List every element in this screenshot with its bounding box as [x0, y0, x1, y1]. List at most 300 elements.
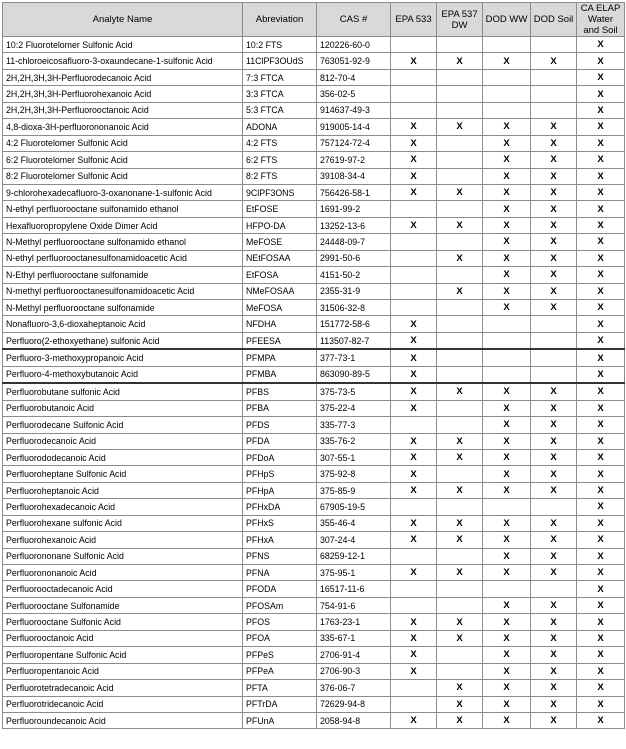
- table-row: [3, 201, 625, 217]
- abbreviation-cell: 10:2 FTS: [243, 37, 317, 53]
- abbreviation-cell: PFOS: [243, 614, 317, 630]
- table-row: [3, 250, 625, 266]
- analyte-name-cell: Perfluorohexane sulfonic Acid: [3, 515, 243, 531]
- table-row: [3, 532, 625, 548]
- dod-ww-cell: X: [483, 647, 531, 663]
- dod-ww-cell: [483, 69, 531, 85]
- epa-537-dw-cell: [437, 37, 483, 53]
- cas-cell: 375-92-8: [317, 466, 391, 482]
- header-analyte-name: Analyte Name: [3, 3, 243, 37]
- dod-soil-cell: [531, 349, 577, 366]
- cas-cell: 375-22-4: [317, 400, 391, 416]
- dod-ww-cell: X: [483, 565, 531, 581]
- epa-537-dw-cell: [437, 366, 483, 383]
- cas-cell: 2991-50-6: [317, 250, 391, 266]
- table-row: [3, 630, 625, 646]
- epa-533-cell: X: [391, 366, 437, 383]
- dod-ww-cell: [483, 37, 531, 53]
- cas-cell: 763051-92-9: [317, 53, 391, 69]
- analyte-name-cell: Perfluorononane Sulfonic Acid: [3, 548, 243, 564]
- ca-elap-cell: X: [577, 532, 625, 548]
- table-row: [3, 217, 625, 233]
- cas-cell: 120226-60-0: [317, 37, 391, 53]
- cas-cell: 757124-72-4: [317, 135, 391, 151]
- epa-537-dw-cell: [437, 499, 483, 515]
- dod-soil-cell: [531, 581, 577, 597]
- table-row: [3, 366, 625, 383]
- analyte-name-cell: N-ethyl perfluorooctane sulfonamido ethanol: [3, 201, 243, 217]
- ca-elap-cell: X: [577, 712, 625, 728]
- epa-537-dw-cell: X: [437, 119, 483, 135]
- analyte-name-cell: 2H,2H,3H,3H-Perfluorohexanoic Acid: [3, 86, 243, 102]
- epa-537-dw-cell: [437, 597, 483, 613]
- dod-ww-cell: X: [483, 152, 531, 168]
- analyte-table: [2, 2, 625, 729]
- epa-537-dw-cell: X: [437, 614, 483, 630]
- cas-cell: 914637-49-3: [317, 102, 391, 118]
- epa-537-dw-cell: [437, 86, 483, 102]
- ca-elap-cell: X: [577, 630, 625, 646]
- analyte-name-cell: N-Methyl perfluorooctane sulfonamide: [3, 300, 243, 316]
- epa-537-dw-cell: X: [437, 565, 483, 581]
- analyte-name-cell: 2H,2H,3H,3H-Perfluorodecanoic Acid: [3, 69, 243, 85]
- dod-soil-cell: X: [531, 250, 577, 266]
- abbreviation-cell: 8:2 FTS: [243, 168, 317, 184]
- epa-533-cell: [391, 201, 437, 217]
- cas-cell: 307-55-1: [317, 449, 391, 465]
- abbreviation-cell: 4:2 FTS: [243, 135, 317, 151]
- ca-elap-cell: X: [577, 332, 625, 349]
- cas-cell: 375-73-5: [317, 383, 391, 400]
- epa-533-cell: [391, 581, 437, 597]
- analyte-name-cell: Perfluorohexanoic Acid: [3, 532, 243, 548]
- analyte-name-cell: Perfluorobutanoic Acid: [3, 400, 243, 416]
- ca-elap-cell: X: [577, 383, 625, 400]
- epa-533-cell: [391, 37, 437, 53]
- table-row: [3, 663, 625, 679]
- epa-533-cell: [391, 597, 437, 613]
- epa-537-dw-cell: [437, 417, 483, 433]
- ca-elap-cell: X: [577, 168, 625, 184]
- dod-ww-cell: X: [483, 53, 531, 69]
- abbreviation-cell: PFDS: [243, 417, 317, 433]
- epa-537-dw-cell: [437, 400, 483, 416]
- abbreviation-cell: 11ClPF3OUdS: [243, 53, 317, 69]
- ca-elap-cell: X: [577, 300, 625, 316]
- ca-elap-cell: X: [577, 201, 625, 217]
- abbreviation-cell: 3:3 FTCA: [243, 86, 317, 102]
- analyte-name-cell: Perfluoro(2-ethoxyethane) sulfonic Acid: [3, 332, 243, 349]
- abbreviation-cell: PFNS: [243, 548, 317, 564]
- epa-537-dw-cell: [437, 234, 483, 250]
- epa-537-dw-cell: X: [437, 515, 483, 531]
- ca-elap-cell: X: [577, 135, 625, 151]
- analyte-name-cell: Perfluoro-4-methoxybutanoic Acid: [3, 366, 243, 383]
- dod-ww-cell: X: [483, 433, 531, 449]
- table-row: [3, 383, 625, 400]
- dod-soil-cell: X: [531, 383, 577, 400]
- header-epa-533: EPA 533: [391, 3, 437, 37]
- epa-537-dw-cell: [437, 168, 483, 184]
- dod-soil-cell: X: [531, 135, 577, 151]
- epa-533-cell: [391, 499, 437, 515]
- cas-cell: 2058-94-8: [317, 712, 391, 728]
- analyte-name-cell: Perfluoropentanoic Acid: [3, 663, 243, 679]
- dod-soil-cell: [531, 86, 577, 102]
- epa-537-dw-cell: [437, 316, 483, 332]
- epa-533-cell: X: [391, 630, 437, 646]
- cas-cell: 113507-82-7: [317, 332, 391, 349]
- ca-elap-cell: X: [577, 499, 625, 515]
- cas-cell: 756426-58-1: [317, 184, 391, 200]
- epa-537-dw-cell: X: [437, 680, 483, 696]
- ca-elap-cell: X: [577, 283, 625, 299]
- epa-537-dw-cell: [437, 300, 483, 316]
- dod-ww-cell: X: [483, 135, 531, 151]
- analyte-name-cell: Perfluorododecanoic Acid: [3, 449, 243, 465]
- analyte-name-cell: 11-chloroeicosafluoro-3-oxaundecane-1-sulfonic Acid: [3, 53, 243, 69]
- dod-soil-cell: X: [531, 433, 577, 449]
- dod-soil-cell: X: [531, 217, 577, 233]
- epa-533-cell: X: [391, 135, 437, 151]
- dod-soil-cell: [531, 332, 577, 349]
- cas-cell: 335-67-1: [317, 630, 391, 646]
- table-row: [3, 548, 625, 564]
- epa-537-dw-cell: X: [437, 184, 483, 200]
- dod-ww-cell: [483, 581, 531, 597]
- epa-537-dw-cell: [437, 135, 483, 151]
- epa-533-cell: [391, 267, 437, 283]
- epa-533-cell: X: [391, 663, 437, 679]
- ca-elap-cell: X: [577, 466, 625, 482]
- analyte-name-cell: 6:2 Fluorotelomer Sulfonic Acid: [3, 152, 243, 168]
- cas-cell: 4151-50-2: [317, 267, 391, 283]
- epa-533-cell: X: [391, 565, 437, 581]
- abbreviation-cell: EtFOSE: [243, 201, 317, 217]
- table-row: [3, 316, 625, 332]
- analyte-name-cell: Perfluorooctanoic Acid: [3, 630, 243, 646]
- dod-ww-cell: [483, 366, 531, 383]
- header-dod-ww: DOD WW: [483, 3, 531, 37]
- table-row: [3, 300, 625, 316]
- ca-elap-cell: X: [577, 250, 625, 266]
- epa-537-dw-cell: X: [437, 696, 483, 712]
- dod-soil-cell: X: [531, 119, 577, 135]
- table-row: [3, 332, 625, 349]
- epa-533-cell: X: [391, 400, 437, 416]
- header-dod-soil: DOD Soil: [531, 3, 577, 37]
- abbreviation-cell: PFBS: [243, 383, 317, 400]
- ca-elap-cell: X: [577, 647, 625, 663]
- table-row: [3, 349, 625, 366]
- cas-cell: 68259-12-1: [317, 548, 391, 564]
- epa-533-cell: X: [391, 349, 437, 366]
- dod-soil-cell: X: [531, 234, 577, 250]
- epa-533-cell: [391, 283, 437, 299]
- cas-cell: 72629-94-8: [317, 696, 391, 712]
- table-row: [3, 267, 625, 283]
- abbreviation-cell: PFNA: [243, 565, 317, 581]
- table-row: [3, 482, 625, 498]
- dod-soil-cell: X: [531, 300, 577, 316]
- cas-cell: 375-95-1: [317, 565, 391, 581]
- table-row: [3, 417, 625, 433]
- dod-soil-cell: X: [531, 647, 577, 663]
- table-row: [3, 69, 625, 85]
- dod-soil-cell: X: [531, 548, 577, 564]
- analyte-name-cell: N-methyl perfluorooctanesulfonamidoacetic Acid: [3, 283, 243, 299]
- cas-cell: 377-73-1: [317, 349, 391, 366]
- abbreviation-cell: ADONA: [243, 119, 317, 135]
- abbreviation-cell: PFMBA: [243, 366, 317, 383]
- dod-soil-cell: X: [531, 597, 577, 613]
- epa-533-cell: [391, 102, 437, 118]
- cas-cell: 39108-34-4: [317, 168, 391, 184]
- dod-soil-cell: X: [531, 630, 577, 646]
- dod-ww-cell: X: [483, 400, 531, 416]
- ca-elap-cell: X: [577, 119, 625, 135]
- ca-elap-cell: X: [577, 417, 625, 433]
- analyte-name-cell: Perfluoroheptane Sulfonic Acid: [3, 466, 243, 482]
- analyte-name-cell: N-Ethyl perfluorooctane sulfonamide: [3, 267, 243, 283]
- analyte-name-cell: Perfluorotetradecanoic Acid: [3, 680, 243, 696]
- dod-soil-cell: X: [531, 267, 577, 283]
- epa-537-dw-cell: [437, 581, 483, 597]
- abbreviation-cell: PFTA: [243, 680, 317, 696]
- ca-elap-cell: X: [577, 696, 625, 712]
- dod-ww-cell: X: [483, 663, 531, 679]
- table-row: [3, 696, 625, 712]
- ca-elap-cell: X: [577, 69, 625, 85]
- header-epa-537-dw: EPA 537 DW: [437, 3, 483, 37]
- analyte-name-cell: 4:2 Fluorotelomer Sulfonic Acid: [3, 135, 243, 151]
- ca-elap-cell: X: [577, 680, 625, 696]
- table-row: [3, 433, 625, 449]
- dod-soil-cell: [531, 316, 577, 332]
- epa-537-dw-cell: X: [437, 532, 483, 548]
- ca-elap-cell: X: [577, 267, 625, 283]
- dod-ww-cell: X: [483, 680, 531, 696]
- cas-cell: 31506-32-8: [317, 300, 391, 316]
- epa-533-cell: X: [391, 217, 437, 233]
- abbreviation-cell: PFTrDA: [243, 696, 317, 712]
- abbreviation-cell: PFHxS: [243, 515, 317, 531]
- abbreviation-cell: MeFOSE: [243, 234, 317, 250]
- dod-ww-cell: [483, 499, 531, 515]
- table-row: [3, 168, 625, 184]
- analyte-name-cell: 2H,2H,3H,3H-Perfluorooctanoic Acid: [3, 102, 243, 118]
- dod-ww-cell: X: [483, 267, 531, 283]
- analyte-name-cell: Perfluoroundecanoic Acid: [3, 712, 243, 728]
- cas-cell: 67905-19-5: [317, 499, 391, 515]
- cas-cell: 355-46-4: [317, 515, 391, 531]
- epa-537-dw-cell: X: [437, 630, 483, 646]
- epa-533-cell: X: [391, 712, 437, 728]
- ca-elap-cell: X: [577, 515, 625, 531]
- epa-533-cell: X: [391, 152, 437, 168]
- dod-ww-cell: X: [483, 466, 531, 482]
- dod-ww-cell: X: [483, 614, 531, 630]
- dod-ww-cell: X: [483, 482, 531, 498]
- epa-537-dw-cell: [437, 152, 483, 168]
- table-row: [3, 400, 625, 416]
- analyte-name-cell: Perfluorononanoic Acid: [3, 565, 243, 581]
- dod-ww-cell: X: [483, 696, 531, 712]
- epa-533-cell: [391, 300, 437, 316]
- dod-ww-cell: X: [483, 283, 531, 299]
- abbreviation-cell: NMeFOSAA: [243, 283, 317, 299]
- epa-533-cell: X: [391, 515, 437, 531]
- dod-soil-cell: X: [531, 532, 577, 548]
- cas-cell: 335-77-3: [317, 417, 391, 433]
- header-row: [3, 3, 625, 37]
- table-row: [3, 234, 625, 250]
- epa-537-dw-cell: X: [437, 283, 483, 299]
- dod-ww-cell: X: [483, 532, 531, 548]
- dod-soil-cell: X: [531, 482, 577, 498]
- cas-cell: 2706-90-3: [317, 663, 391, 679]
- header-cas: CAS #: [317, 3, 391, 37]
- analyte-name-cell: Perfluorooctane Sulfonamide: [3, 597, 243, 613]
- dod-ww-cell: X: [483, 119, 531, 135]
- epa-537-dw-cell: [437, 466, 483, 482]
- epa-537-dw-cell: [437, 267, 483, 283]
- epa-533-cell: [391, 250, 437, 266]
- epa-533-cell: [391, 234, 437, 250]
- ca-elap-cell: X: [577, 152, 625, 168]
- dod-soil-cell: X: [531, 696, 577, 712]
- dod-soil-cell: X: [531, 515, 577, 531]
- ca-elap-cell: X: [577, 581, 625, 597]
- dod-ww-cell: X: [483, 597, 531, 613]
- dod-ww-cell: [483, 86, 531, 102]
- epa-537-dw-cell: X: [437, 217, 483, 233]
- dod-soil-cell: X: [531, 712, 577, 728]
- epa-537-dw-cell: X: [437, 250, 483, 266]
- dod-ww-cell: X: [483, 417, 531, 433]
- abbreviation-cell: HFPO-DA: [243, 217, 317, 233]
- table-row: [3, 119, 625, 135]
- table-row: [3, 565, 625, 581]
- table-body: [3, 37, 625, 729]
- analyte-name-cell: Perfluorohexadecanoic Acid: [3, 499, 243, 515]
- dod-ww-cell: X: [483, 300, 531, 316]
- dod-soil-cell: X: [531, 614, 577, 630]
- dod-ww-cell: [483, 102, 531, 118]
- epa-533-cell: [391, 69, 437, 85]
- dod-ww-cell: X: [483, 184, 531, 200]
- analyte-name-cell: Perfluorooctadecanoic Acid: [3, 581, 243, 597]
- abbreviation-cell: PFHpS: [243, 466, 317, 482]
- epa-533-cell: X: [391, 466, 437, 482]
- epa-533-cell: X: [391, 449, 437, 465]
- header-ca-elap: CA ELAP Water and Soil: [577, 3, 625, 37]
- dod-soil-cell: X: [531, 400, 577, 416]
- table-row: [3, 283, 625, 299]
- analyte-name-cell: Perfluorodecane Sulfonic Acid: [3, 417, 243, 433]
- table-row: [3, 466, 625, 482]
- epa-533-cell: X: [391, 119, 437, 135]
- table-row: [3, 712, 625, 728]
- cas-cell: 919005-14-4: [317, 119, 391, 135]
- table-row: [3, 37, 625, 53]
- epa-537-dw-cell: X: [437, 482, 483, 498]
- abbreviation-cell: 9ClPF3ONS: [243, 184, 317, 200]
- epa-533-cell: [391, 417, 437, 433]
- cas-cell: 335-76-2: [317, 433, 391, 449]
- analyte-name-cell: N-Methyl perfluorooctane sulfonamido ethanol: [3, 234, 243, 250]
- abbreviation-cell: NFDHA: [243, 316, 317, 332]
- epa-537-dw-cell: [437, 647, 483, 663]
- table-row: [3, 680, 625, 696]
- epa-533-cell: X: [391, 482, 437, 498]
- ca-elap-cell: X: [577, 316, 625, 332]
- abbreviation-cell: PFDoA: [243, 449, 317, 465]
- abbreviation-cell: PFEESA: [243, 332, 317, 349]
- dod-soil-cell: X: [531, 152, 577, 168]
- dod-ww-cell: [483, 349, 531, 366]
- epa-533-cell: X: [391, 433, 437, 449]
- abbreviation-cell: NEtFOSAA: [243, 250, 317, 266]
- epa-537-dw-cell: [437, 102, 483, 118]
- cas-cell: 2706-91-4: [317, 647, 391, 663]
- abbreviation-cell: PFHxDA: [243, 499, 317, 515]
- dod-soil-cell: [531, 102, 577, 118]
- ca-elap-cell: X: [577, 217, 625, 233]
- dod-soil-cell: [531, 366, 577, 383]
- ca-elap-cell: X: [577, 565, 625, 581]
- cas-cell: 1763-23-1: [317, 614, 391, 630]
- dod-soil-cell: X: [531, 184, 577, 200]
- dod-ww-cell: [483, 316, 531, 332]
- epa-537-dw-cell: [437, 548, 483, 564]
- table-row: [3, 86, 625, 102]
- ca-elap-cell: X: [577, 366, 625, 383]
- epa-537-dw-cell: [437, 349, 483, 366]
- dod-ww-cell: X: [483, 449, 531, 465]
- dod-ww-cell: [483, 332, 531, 349]
- table-row: [3, 53, 625, 69]
- dod-ww-cell: X: [483, 630, 531, 646]
- dod-soil-cell: X: [531, 680, 577, 696]
- abbreviation-cell: 7:3 FTCA: [243, 69, 317, 85]
- ca-elap-cell: X: [577, 482, 625, 498]
- dod-soil-cell: X: [531, 417, 577, 433]
- cas-cell: 307-24-4: [317, 532, 391, 548]
- dod-ww-cell: X: [483, 168, 531, 184]
- dod-soil-cell: X: [531, 565, 577, 581]
- cas-cell: 375-85-9: [317, 482, 391, 498]
- epa-537-dw-cell: [437, 201, 483, 217]
- epa-533-cell: X: [391, 184, 437, 200]
- cas-cell: 27619-97-2: [317, 152, 391, 168]
- dod-soil-cell: [531, 37, 577, 53]
- analyte-name-cell: Hexafluoropropylene Oxide Dimer Acid: [3, 217, 243, 233]
- cas-cell: 754-91-6: [317, 597, 391, 613]
- table-row: [3, 449, 625, 465]
- ca-elap-cell: X: [577, 349, 625, 366]
- cas-cell: 13252-13-6: [317, 217, 391, 233]
- dod-soil-cell: X: [531, 663, 577, 679]
- abbreviation-cell: PFUnA: [243, 712, 317, 728]
- ca-elap-cell: X: [577, 548, 625, 564]
- epa-537-dw-cell: [437, 332, 483, 349]
- dod-soil-cell: X: [531, 466, 577, 482]
- abbreviation-cell: PFMPA: [243, 349, 317, 366]
- analyte-name-cell: Perfluoropentane Sulfonic Acid: [3, 647, 243, 663]
- analyte-name-cell: Perfluorobutane sulfonic Acid: [3, 383, 243, 400]
- epa-533-cell: [391, 680, 437, 696]
